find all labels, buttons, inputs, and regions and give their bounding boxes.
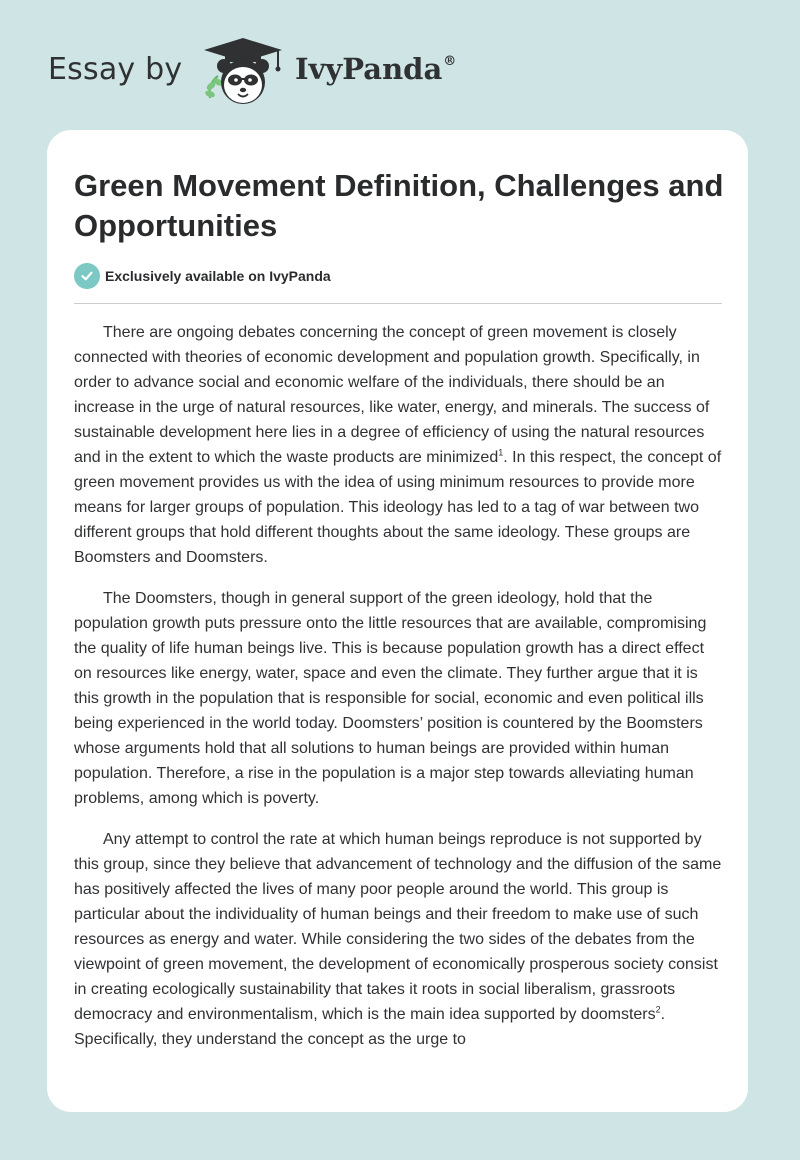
footnote-ref[interactable]: 1 — [498, 447, 504, 458]
paragraph-text: The Doomsters, though in general support of the green ideology, hold that the population growth puts pressure onto the little resources that are available, compromising the quality of life human beings live. This is because population growth has a direct effect on resources like energy, water, space and even the climate. They further argue that it is this growth in the population that is responsible for social, economic and even political ills being experienced in the world today. Doomsters’ position is countered by the Boomsters whose arguments hold that all solutions to human beings are provided within human population. Therefore, a rise in the population is a major step towards alleviating human problems, among which is poverty. — [74, 590, 707, 807]
title-divider — [74, 303, 722, 304]
essay-by-label: Essay by — [48, 52, 183, 87]
exclusive-badge-text: Exclusively available on IvyPanda — [105, 268, 331, 284]
essay-card — [47, 130, 748, 1112]
paragraph-text: . Specifically, they understand the concept as the urge to — [74, 1006, 666, 1048]
paragraph — [74, 320, 722, 570]
registered-mark: ® — [443, 54, 457, 69]
paragraph — [74, 827, 722, 1052]
brand-text: IvyPanda — [295, 52, 443, 86]
footnote-ref[interactable]: 2 — [655, 1004, 661, 1015]
panda-graduate-icon[interactable] — [198, 36, 288, 108]
paragraph — [74, 586, 722, 811]
brand-name[interactable] — [295, 52, 456, 86]
exclusive-badge — [74, 263, 331, 289]
essay-body — [74, 320, 722, 1068]
essay-title: Green Movement Definition, Challenges and Opportunities — [74, 168, 724, 243]
paragraph-text: There are ongoing debates concerning the concept of green movement is closely connected with theories of economic development and population growth. Specifically, in order to advance social and economic welfare of the individuals, there should be an increase in the urge of natural resources, like water, energy, and minerals. The success of sustainable development here lies in a degree of efficiency of using the natural resources and in the extent to which the waste products are minimized — [74, 324, 710, 466]
paragraph-text: Any attempt to control the rate at which human beings reproduce is not supported by this group, since they believe that advancement of technology and the diffusion of the same has positively affected the lives of many poor people around the world. This group is particular about the individuality of human beings and their freedom to make use of such resources as energy and water. While considering the two sides of the debates from the viewpoint of green movement, the development of economically prosperous society consist in creating ecologically sustainability that takes it roots in social liberalism, grassroots democracy and environmentalism, which is the main idea supported by doomsters — [74, 831, 722, 1023]
check-icon — [74, 263, 100, 289]
paragraph-text: . In this respect, the concept of green movement provides us with the idea of using minimum resources to provide more means for larger groups of population. This ideology has led to a tag of war between two different groups that hold different thoughts about the same ideology. These groups are Boomsters and Doomsters. — [74, 449, 722, 566]
site-header — [0, 0, 800, 120]
